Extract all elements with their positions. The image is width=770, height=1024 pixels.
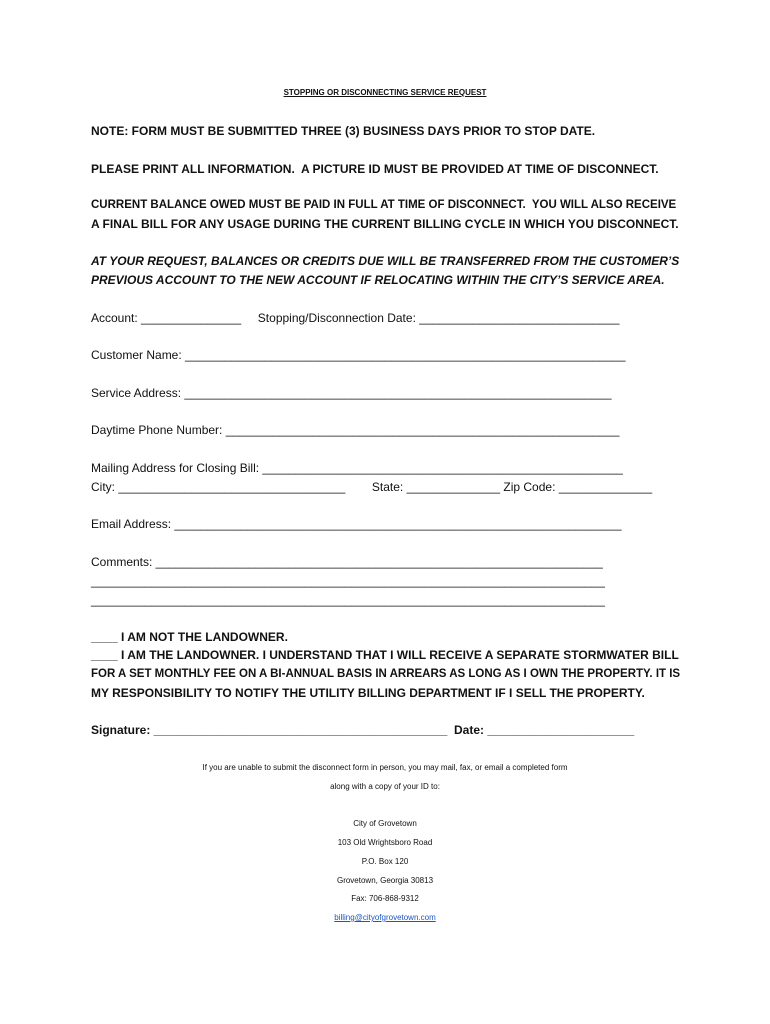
comments-line-2[interactable]: _____________________________________________________________________________ (91, 574, 605, 588)
balance-note-line-1: CURRENT BALANCE OWED MUST BE PAID IN FULL AT TIME OF DISCONNECT. YOU WILL ALSO RECEIVE (91, 199, 677, 211)
print-note: PLEASE PRINT ALL INFORMATION. A PICTURE ID MUST BE PROVIDED AT TIME OF DISCONNECT. (91, 162, 659, 176)
mailing-address-field[interactable]: Mailing Address for Closing Bill: ______________________________________________________ (91, 461, 623, 475)
submission-note: NOTE: FORM MUST BE SUBMITTED THREE (3) BUSINESS DAYS PRIOR TO STOP DATE. (91, 124, 596, 138)
form-title: STOPPING OR DISCONNECTING SERVICE REQUEST (283, 88, 487, 97)
instructions-line-2: along with a copy of your ID to: (330, 782, 440, 791)
billing-email-link-row (0, 910, 770, 926)
landowner-text-line-2: FOR A SET MONTHLY FEE ON A BI-ANNUAL BASIS IN ARREARS AS LONG AS I OWN THE PROPERTY. IT IS (91, 668, 681, 680)
comments-line-3[interactable]: _____________________________________________________________________________ (91, 593, 605, 607)
transfer-note-line-1: AT YOUR REQUEST, BALANCES OR CREDITS DUE WILL BE TRANSFERRED FROM THE CUSTOMER’S (91, 254, 680, 268)
city-name: City of Grovetown (353, 819, 417, 828)
customer-name-field[interactable]: Customer Name: __________________________________________________________________ (91, 348, 626, 362)
billing-email-link[interactable]: billing@cityofgrovetown.com (334, 913, 436, 922)
landowner-option[interactable]: ____ I AM THE LANDOWNER. I UNDERSTAND THAT I WILL RECEIVE A SEPARATE STORMWATER BILL (91, 648, 679, 662)
instructions-line-1: If you are unable to submit the disconnect form in person, you may mail, fax, or email a completed form (202, 763, 568, 772)
comments-field[interactable]: Comments: ___________________________________________________________________ (91, 555, 603, 569)
service-address-field[interactable]: Service Address: ________________________________________________________________ (91, 386, 612, 400)
fax-number: Fax: 706-868-9312 (351, 894, 419, 903)
account-date-field[interactable]: Account: _______________ Stopping/Disconnection Date: ______________________________ (91, 311, 620, 325)
email-address-field[interactable]: Email Address: ___________________________________________________________________ (91, 517, 622, 531)
not-landowner-option[interactable]: ____ I AM NOT THE LANDOWNER. (91, 630, 288, 644)
po-box: P.O. Box 120 (361, 857, 409, 866)
balance-note-line-2: A FINAL BILL FOR ANY USAGE DURING THE CURRENT BILLING CYCLE IN WHICH YOU DISCONNECT. (91, 217, 679, 231)
transfer-note-line-2: PREVIOUS ACCOUNT TO THE NEW ACCOUNT IF RELOCATING WITHIN THE CITY’S SERVICE AREA. (91, 273, 665, 287)
city-state-zip: Grovetown, Georgia 30813 (336, 876, 434, 885)
signature-date-field[interactable]: Signature: ____________________________________________ Date: ______________________ (91, 723, 635, 737)
city-state-zip-field[interactable]: City: __________________________________ State: ______________ Zip Code: ______________ (91, 480, 653, 494)
daytime-phone-field[interactable]: Daytime Phone Number: ___________________________________________________________ (91, 423, 620, 437)
landowner-text-line-3: MY RESPONSIBILITY TO NOTIFY THE UTILITY BILLING DEPARTMENT IF I SELL THE PROPERTY. (91, 686, 645, 700)
street-address: 103 Old Wrightsboro Road (337, 838, 433, 847)
